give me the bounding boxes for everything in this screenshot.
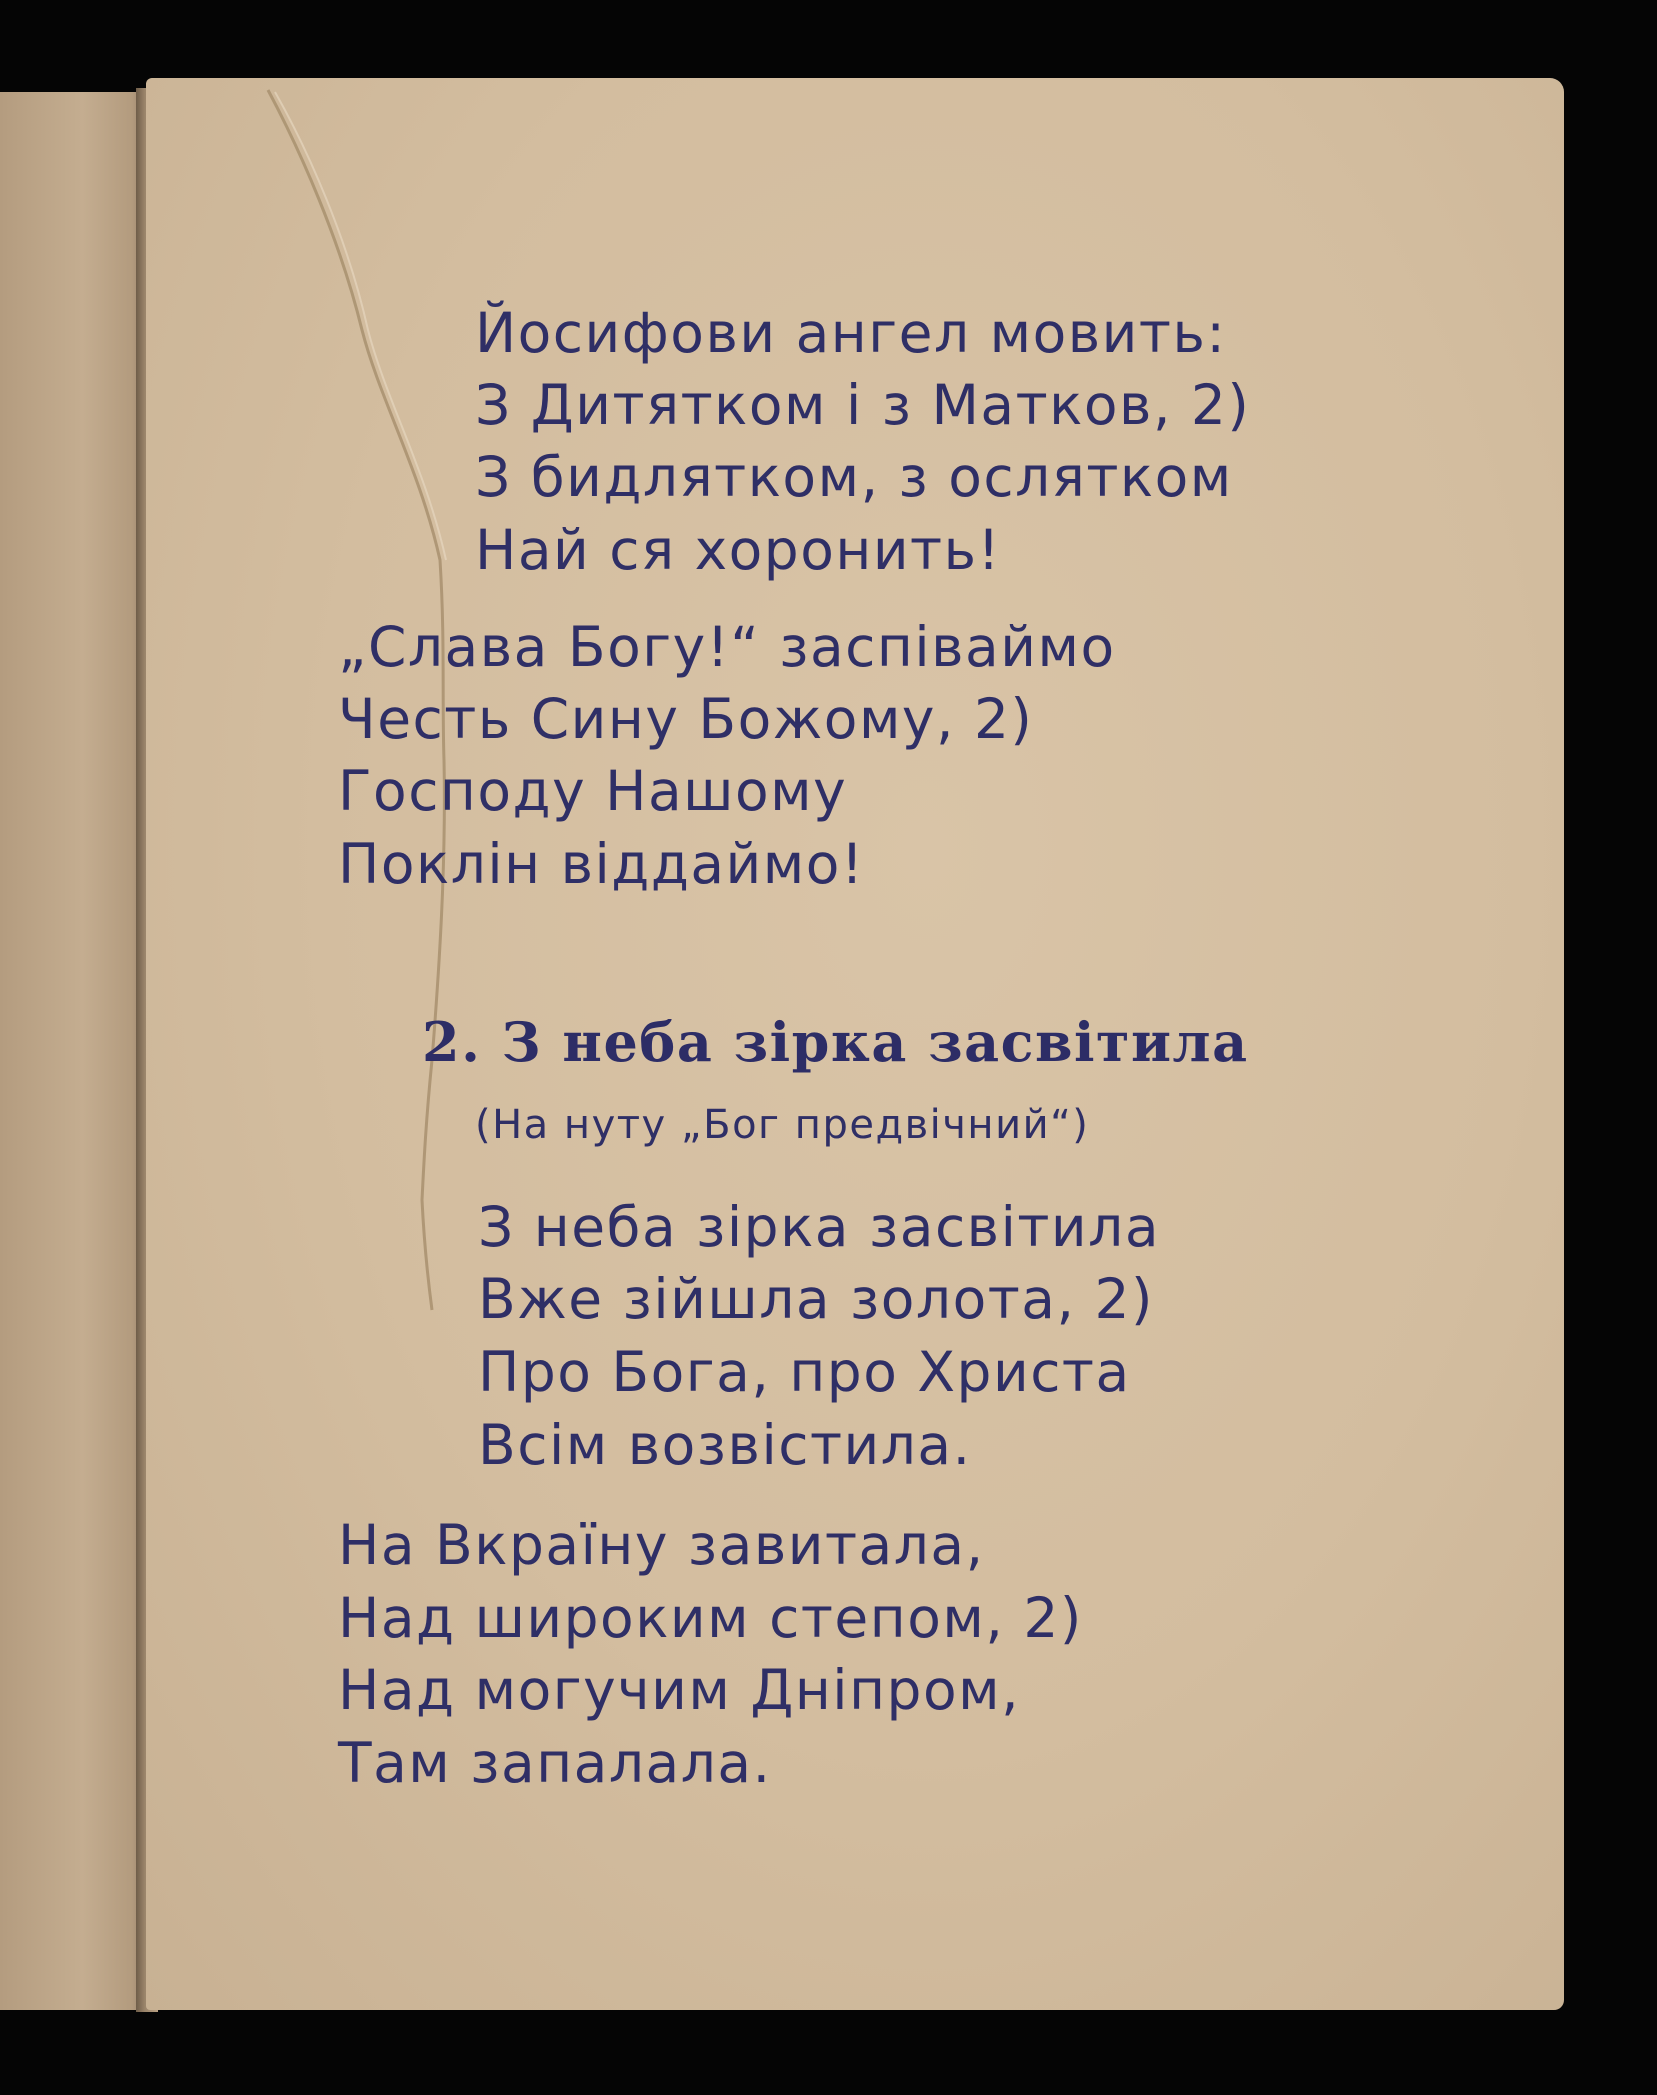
verse-line: З неба зірка засвітила <box>478 1195 1161 1259</box>
verse-line: На Вкраїну завитала, <box>338 1513 985 1577</box>
verse-line: Над могучим Дніпром, <box>338 1658 1021 1722</box>
verse-line: Йосифови ангел мовить: <box>475 301 1227 365</box>
previous-page-edge <box>0 92 150 2010</box>
song-title: 2. З неба зірка засвітила <box>422 1010 1249 1074</box>
song-subtitle: (На нуту „Бог предвічний“) <box>475 1102 1090 1148</box>
verse-line: З бидлятком, з ослятком <box>475 445 1233 509</box>
verse-line: „Слава Богу!“ заспіваймо <box>338 615 1116 679</box>
verse-line: З Дитятком і з Матков, 2) <box>475 373 1251 437</box>
verse-line: Господу Нашому <box>338 759 848 823</box>
verse-line: Над широким степом, 2) <box>338 1586 1083 1650</box>
verse-line: Най ся хоронить! <box>475 518 1002 582</box>
verse-line: Поклін віддаймо! <box>338 832 865 896</box>
verse-line: Про Бога, про Христа <box>478 1340 1131 1404</box>
verse-line: Там запалала. <box>338 1731 772 1795</box>
verse-line: Честь Сину Божому, 2) <box>338 687 1034 751</box>
verse-line: Вже зійшла золота, 2) <box>478 1267 1154 1331</box>
verse-line: Всім возвістила. <box>478 1413 972 1477</box>
